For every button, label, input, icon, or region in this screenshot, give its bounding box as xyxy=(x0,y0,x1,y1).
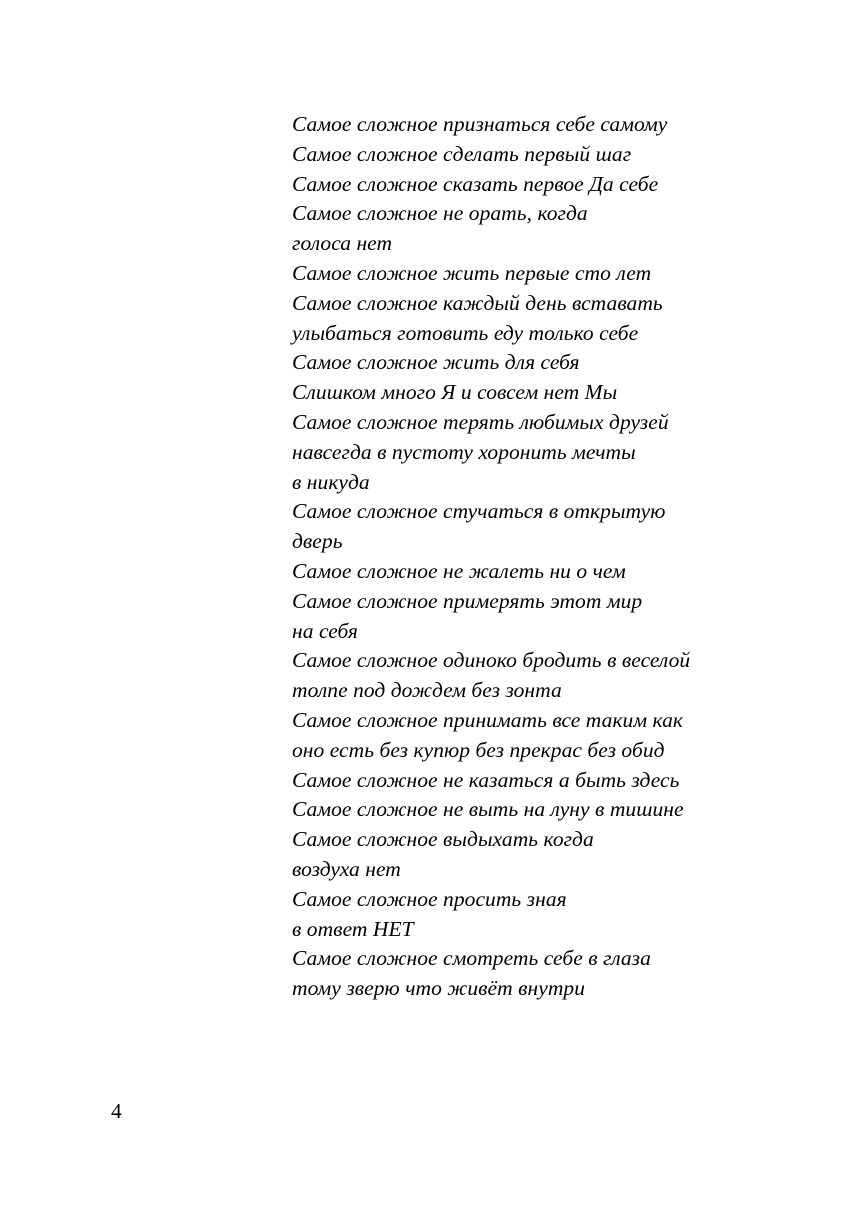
poem-line: Самое сложное сделать первый шаг xyxy=(292,141,632,166)
poem-line: тому зверю что живёт внутри xyxy=(292,976,585,1001)
poem-line: улыбаться готовить еду только себе xyxy=(292,320,639,345)
poem-line: Самое сложное примерять этот мир xyxy=(292,588,643,613)
poem-line: Самое сложное сказать первое Да себе xyxy=(292,171,659,196)
poem-line: Самое сложное принимать все таким как xyxy=(292,707,684,732)
poem-line: Самое сложное одиноко бродить в веселой xyxy=(292,648,691,673)
poem-line: Самое сложное признаться себе самому xyxy=(292,112,668,136)
poem-line: Самое сложное терять любимых друзей xyxy=(292,409,669,434)
poem-line: навсегда в пустоту хоронить мечты xyxy=(292,439,636,464)
poem-line: Самое сложное смотреть себе в глаза xyxy=(292,946,651,971)
poem-text xyxy=(292,110,690,1004)
page-number: 4 xyxy=(111,1099,122,1123)
poem-line: Самое сложное не выть на луну в тишине xyxy=(292,797,684,822)
poem-line: Самое сложное не казаться а быть здесь xyxy=(292,767,680,792)
poem-line: Самое сложное жить первые сто лет xyxy=(292,260,652,285)
poem-line: воздуха нет xyxy=(292,856,401,881)
poem-line: голоса нет xyxy=(292,231,393,256)
poem-line: Самое сложное просить зная xyxy=(292,886,567,911)
poem-line: на себя xyxy=(292,618,358,643)
poem-line: Самое сложное стучаться в открытую xyxy=(292,499,666,524)
poem-line: Самое сложное выдыхать когда xyxy=(292,827,594,852)
poem-line: толпе под дождем без зонта xyxy=(292,678,562,703)
poem-line: дверь xyxy=(292,529,343,554)
poem-line: оно есть без купюр без прекрас без обид xyxy=(292,737,665,762)
poem-line: Самое сложное не жалеть ни о чем xyxy=(292,558,626,583)
poem-line: Самое сложное жить для себя xyxy=(292,350,580,375)
poem-line: Слишком много Я и совсем нет Мы xyxy=(292,380,618,405)
poem-line: Самое сложное не орать, когда xyxy=(292,201,588,226)
poem-line: в никуда xyxy=(292,469,370,494)
poem-line: Самое сложное каждый день вставать xyxy=(292,290,663,315)
poem-line: в ответ НЕТ xyxy=(292,916,414,941)
